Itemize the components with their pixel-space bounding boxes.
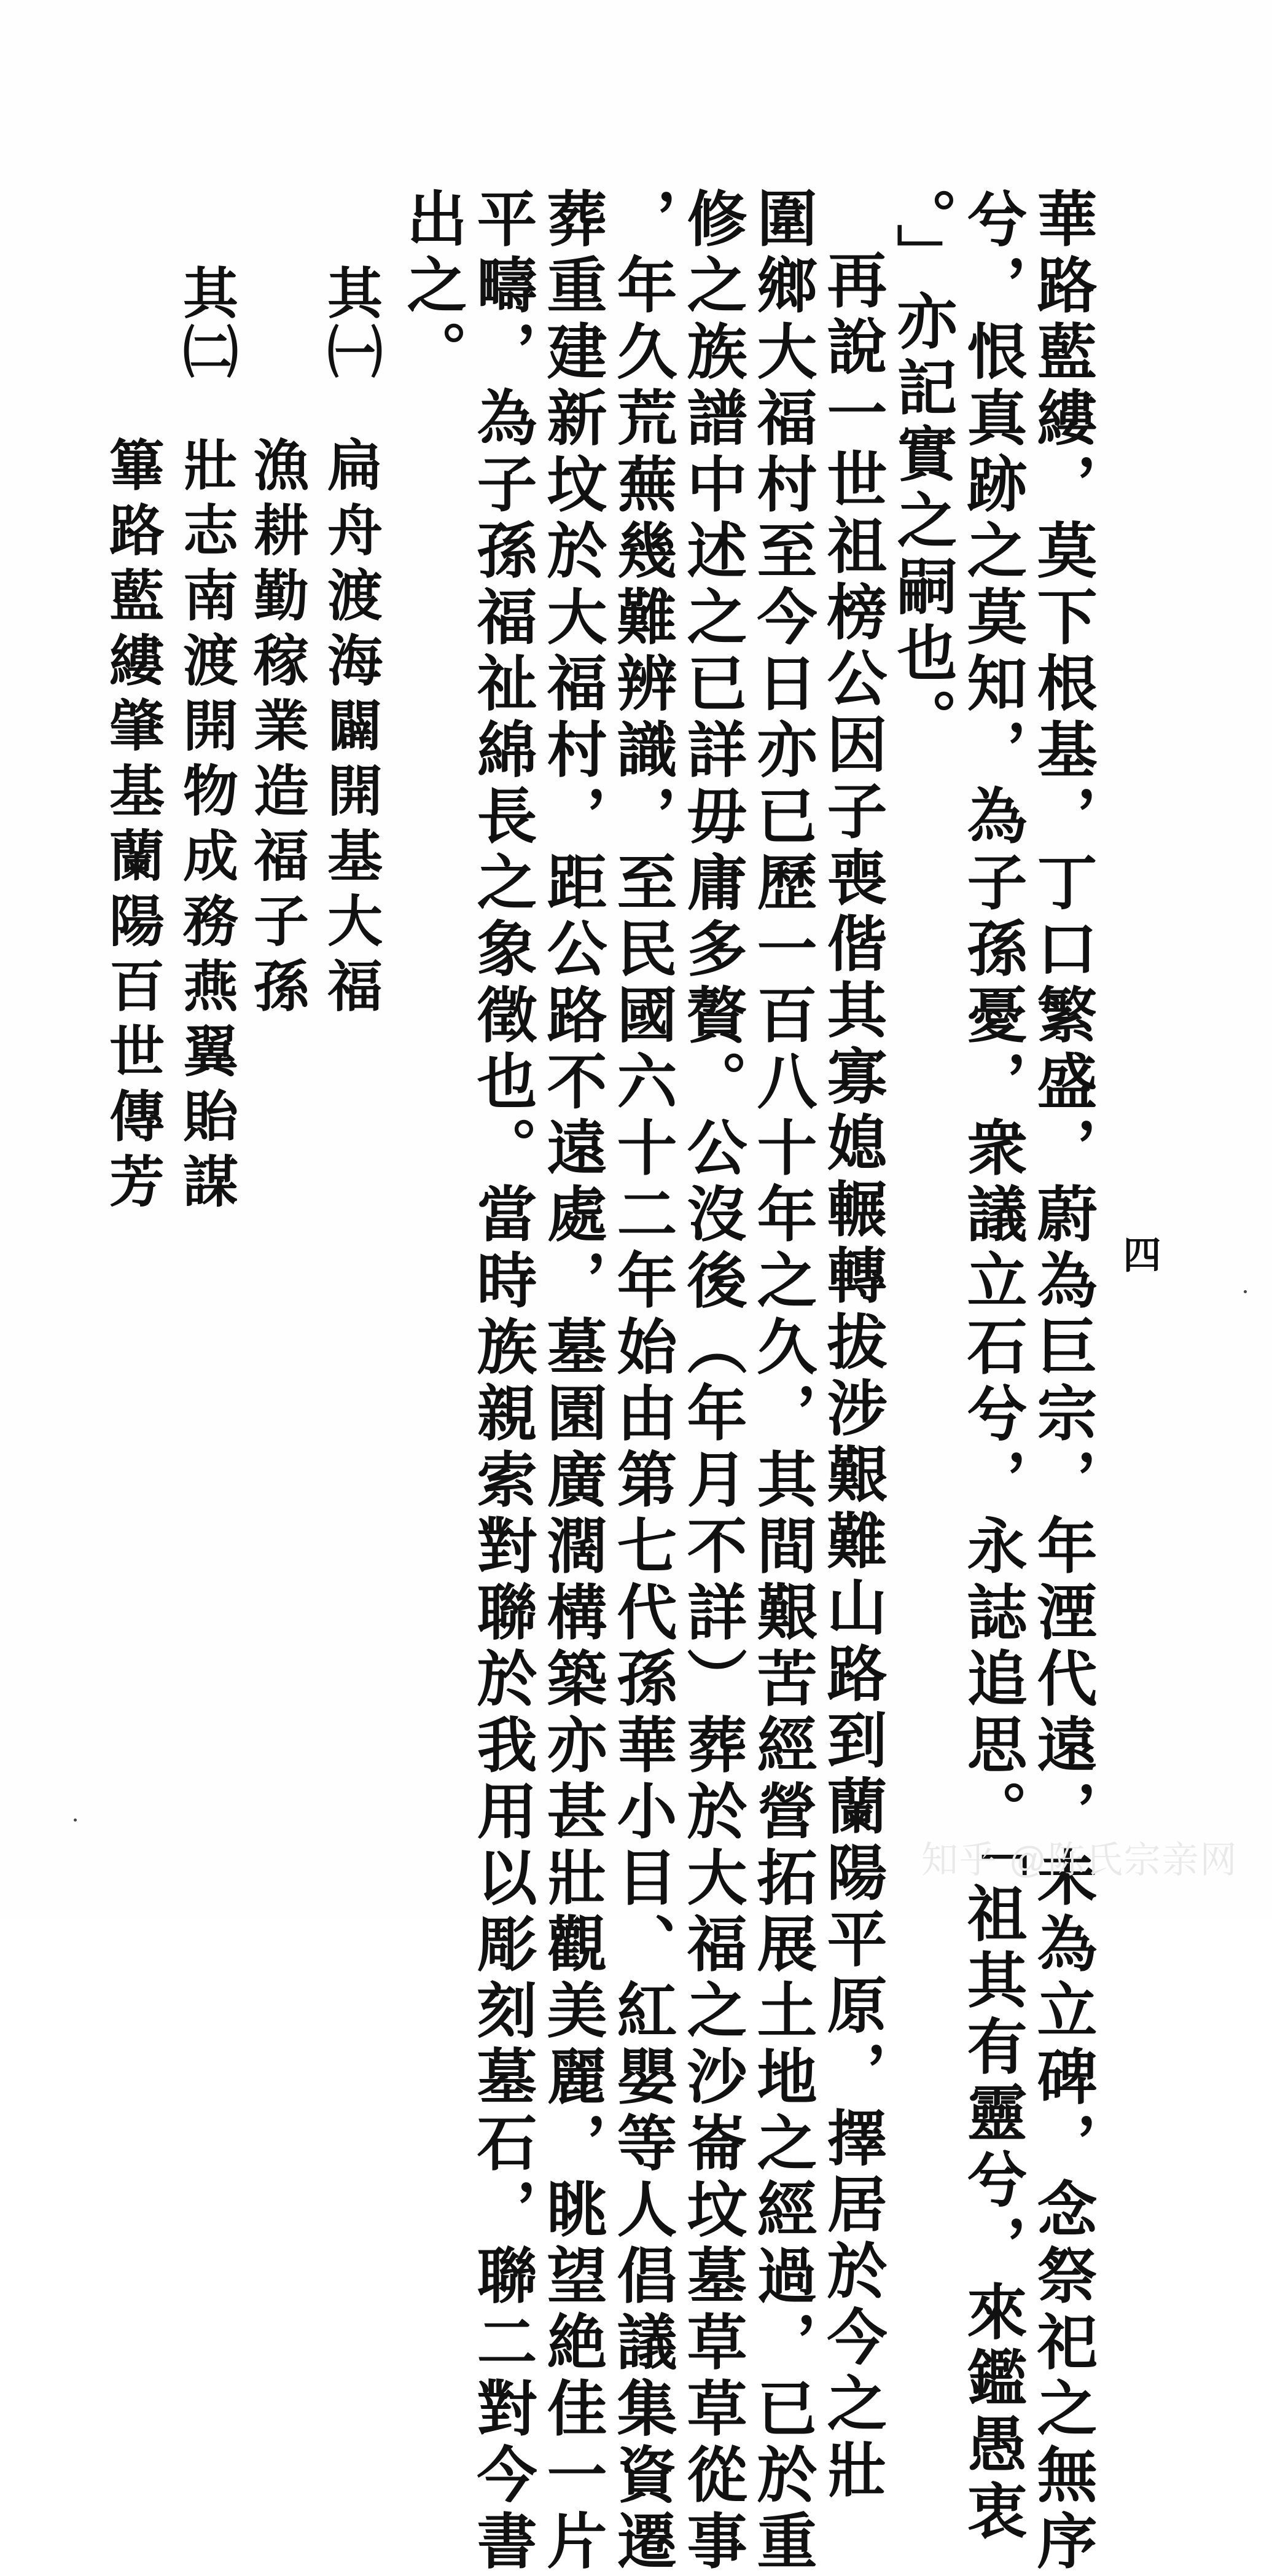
body-column-9: 平疇，為子孫福祉綿長之象徵也。當時族親索對聯於我用以彫刻墓石，聯二對今書 — [467, 187, 537, 2576]
poem-2-line-1: 壯志南渡開物成務燕翼貽謀 — [173, 436, 238, 1218]
body-column-4: 再說一世祖榜公因子喪偕其寡媳輾轉拔涉艱難山路到蘭陽平原，擇居於今之壯 — [817, 249, 888, 2505]
body-column-2: 兮，恨真跡之莫知，為子孫憂，衆議立石兮，永誌追思。「祖其有靈兮，來鑑愚衷 — [957, 187, 1028, 2546]
body-column-8: 葬重建新坟於大福村，距公路不遠處，墓園廣濶構築亦甚壯觀美麗，眺望絶佳一片 — [537, 187, 607, 2576]
page-number: 四 — [1117, 1235, 1161, 1273]
poem-2-label: 其㈡ — [173, 264, 238, 382]
poem-1-label: 其㈠ — [318, 264, 383, 382]
body-column-3: 。」亦記實之嗣也。 — [887, 187, 958, 754]
scan-speck — [74, 1818, 77, 1822]
body-column-10: 出之。 — [397, 187, 467, 386]
body-column-6: 修之族譜中述之已詳毋庸多贅。公沒後（年月不詳）葬於大福之沙崙坟墓草草從事 — [677, 187, 747, 2576]
scan-speck — [1244, 1290, 1247, 1293]
body-column-5: 圍鄉大福村至今日亦已歷一百八十年之久，其間艱苦經營拓展土地之經過，已於重 — [747, 187, 817, 2576]
poem-1-line-1: 扁舟渡海闢開基大福 — [318, 436, 383, 1022]
body-column-1: 華路藍縷，莫下根基，丁口繁盛，蔚為巨宗，年湮代遠，未為立碑，念祭祀之無序 — [1027, 187, 1098, 2576]
poem-2-line-2: 篳路藍縷肇基蘭陽百世傳芳 — [99, 436, 165, 1218]
poem-1-line-2: 漁耕勤稼業造福子孫 — [244, 436, 309, 1022]
body-column-7: ，年久荒蕪幾難辨識，至民國六十二年始由第七代孫華小目、紅嬰等人倡議集資遷 — [607, 187, 677, 2576]
watermark: 知乎 @陈氏宗亲网 — [921, 1839, 1238, 1881]
